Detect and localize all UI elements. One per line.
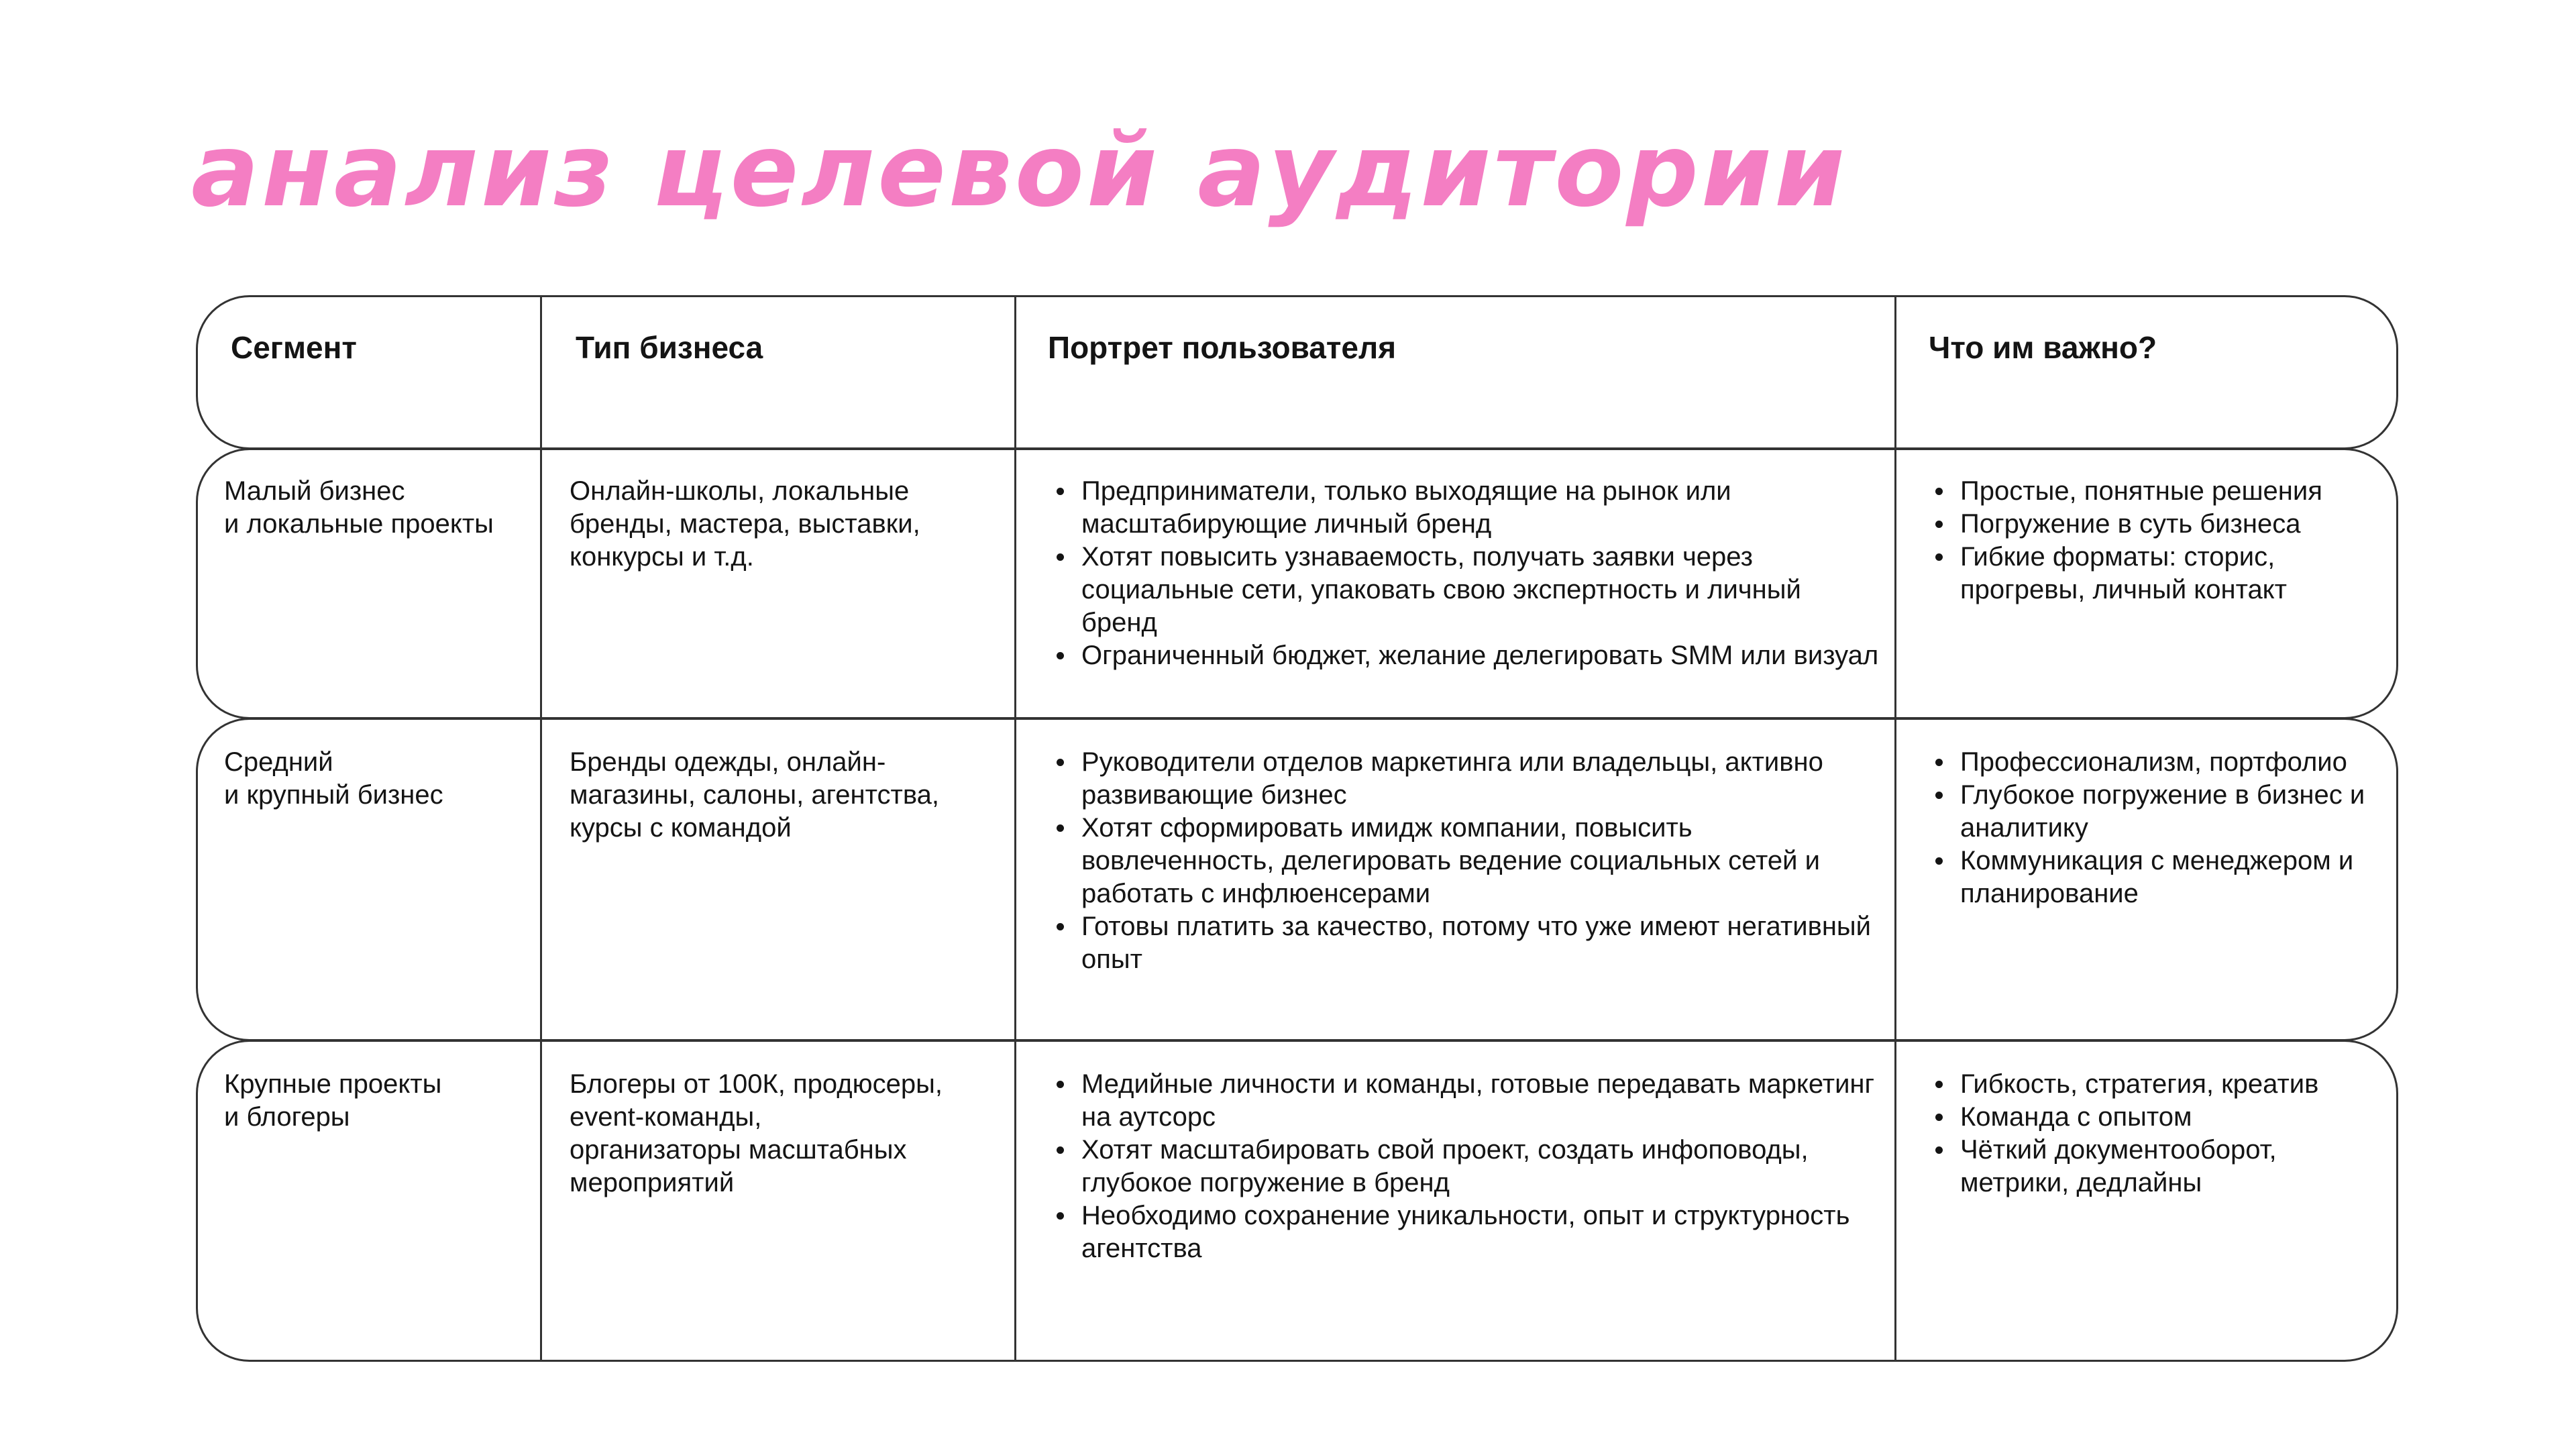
header-user-portrait: Портрет пользователя: [1048, 330, 1397, 365]
column-divider: [1894, 295, 1896, 1362]
list-item: Гибкость, стратегия, креатив: [1927, 1068, 2390, 1101]
row2-portrait-list: [1048, 746, 1880, 976]
list-item: Чёткий документооборот, метрики, дедлайны: [1927, 1134, 2390, 1199]
list-item: Руководители отделов маркетинга или владельцы, активно развивающие бизнес: [1048, 746, 1880, 812]
row2-segment: Средний и крупный бизнес: [224, 747, 443, 810]
column-divider: [540, 295, 542, 1362]
list-item: Предприниматели, только выходящие на рынок или масштабирующие личный бренд: [1048, 475, 1880, 541]
row1-segment: Малый бизнес и локальные проекты: [224, 476, 494, 539]
header-business-type: Тип бизнеса: [576, 330, 763, 365]
row2-business-type: Бренды одежды, онлайн-магазины, салоны, агентства, курсы с командой: [570, 747, 939, 843]
list-item: Глубокое погружение в бизнес и аналитику: [1927, 779, 2390, 845]
list-item: Гибкие форматы: сторис, прогревы, личный контакт: [1927, 541, 2390, 606]
list-item: Хотят сформировать имидж компании, повысить вовлеченность, делегировать ведение социальных сетей и работать с инфлюенсерами: [1048, 812, 1880, 910]
row1-matters-list: [1927, 475, 2390, 606]
header-segment: Сегмент: [231, 330, 357, 365]
list-item: Команда с опытом: [1927, 1101, 2390, 1134]
list-item: Профессионализм, портфолио: [1927, 746, 2390, 779]
list-item: Необходимо сохранение уникальности, опыт и структурность агентства: [1048, 1199, 1880, 1265]
header-what-matters: Что им важно?: [1929, 330, 2157, 365]
row3-business-type: Блогеры от 100К, продюсеры, event-команды, организаторы масштабных мероприятий: [570, 1069, 943, 1197]
list-item: Хотят масштабировать свой проект, создать инфоповоды, глубокое погружение в бренд: [1048, 1134, 1880, 1199]
table-header-row: [196, 295, 2398, 449]
list-item: Погружение в суть бизнеса: [1927, 508, 2390, 541]
row3-matters-list: [1927, 1068, 2390, 1199]
column-divider: [1014, 295, 1016, 1362]
page-title: анализ целевой аудитории: [191, 113, 1848, 229]
list-item: Простые, понятные решения: [1927, 475, 2390, 508]
list-item: Коммуникация с менеджером и планирование: [1927, 845, 2390, 910]
list-item: Готовы платить за качество, потому что уже имеют негативный опыт: [1048, 910, 1880, 976]
list-item: Ограниченный бюджет, желание делегировать SMM или визуал: [1048, 639, 1880, 672]
audience-table: [196, 295, 2398, 1362]
row2-matters-list: [1927, 746, 2390, 910]
list-item: Хотят повысить узнаваемость, получать заявки через социальные сети, упаковать свою экспертность и личный бренд: [1048, 541, 1880, 639]
row3-segment: Крупные проекты и блогеры: [224, 1069, 442, 1132]
row1-business-type: Онлайн-школы, локальные бренды, мастера, выставки, конкурсы и т.д.: [570, 476, 920, 572]
list-item: Медийные личности и команды, готовые передавать маркетинг на аутсорс: [1048, 1068, 1880, 1134]
row3-portrait-list: [1048, 1068, 1880, 1265]
row1-portrait-list: [1048, 475, 1880, 672]
